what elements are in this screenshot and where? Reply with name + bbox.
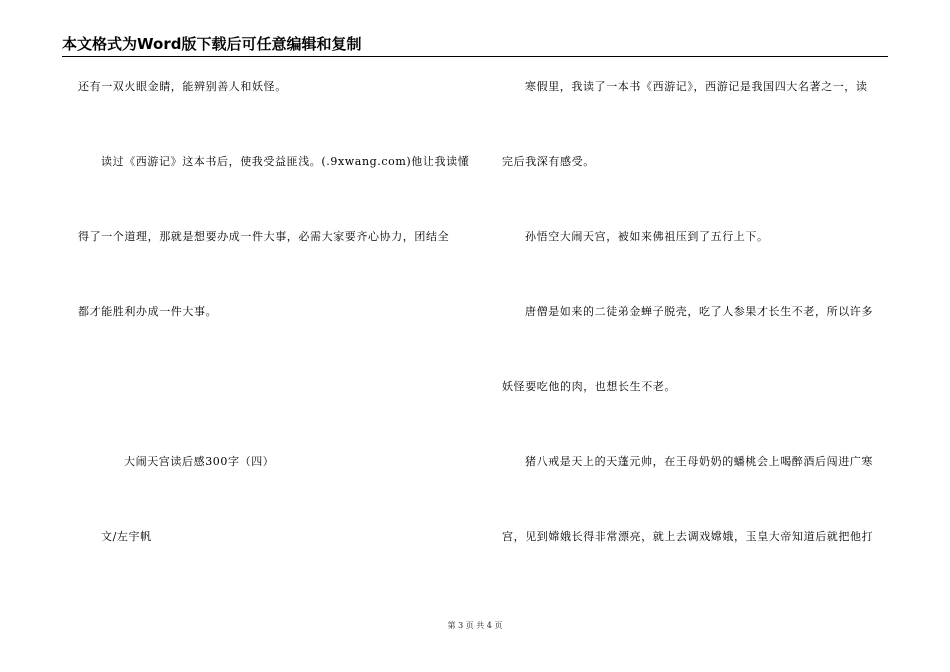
right-line-5: 妖怪要吃他的肉，也想长生不老。 bbox=[502, 380, 676, 393]
left-line-1: 还有一双火眼金睛，能辨别善人和妖怪。 bbox=[78, 80, 287, 93]
right-line-6: 猪八戒是天上的天蓬元帅，在王母奶奶的蟠桃会上喝醉酒后闯进广寒 bbox=[525, 455, 873, 468]
section-heading: 大闹天宫读后感300字（四） bbox=[124, 455, 275, 468]
author-line: 文/左宇帆 bbox=[101, 530, 152, 543]
right-line-2: 完后我深有感受。 bbox=[502, 155, 595, 168]
left-line-4: 都才能胜利办成一件大事。 bbox=[78, 305, 218, 318]
document-title: 本文格式为Word版下载后可任意编辑和复制 bbox=[62, 35, 362, 53]
right-line-3: 孙悟空大闹天宫，被如来佛祖压到了五行上下。 bbox=[525, 230, 769, 243]
left-line-2: 读过《西游记》这本书后，使我受益匪浅。(.9xwang.com)他让我读懂 bbox=[101, 155, 470, 168]
page-number: 第 3 页 共 4 页 bbox=[447, 621, 503, 630]
right-line-7: 宫，见到嫦娥长得非常漂亮，就上去调戏嫦娥，玉皇大帝知道后就把他打 bbox=[502, 530, 874, 543]
left-line-3: 得了一个道理，那就是想要办成一件大事，必需大家要齐心协力，团结全 bbox=[78, 230, 450, 243]
right-line-1: 寒假里，我读了一本书《西游记》，西游记是我国四大名著之一，读 bbox=[525, 80, 868, 93]
right-line-4: 唐僧是如来的二徒弟金蝉子脱壳，吃了人参果才长生不老，所以许多 bbox=[525, 305, 873, 318]
